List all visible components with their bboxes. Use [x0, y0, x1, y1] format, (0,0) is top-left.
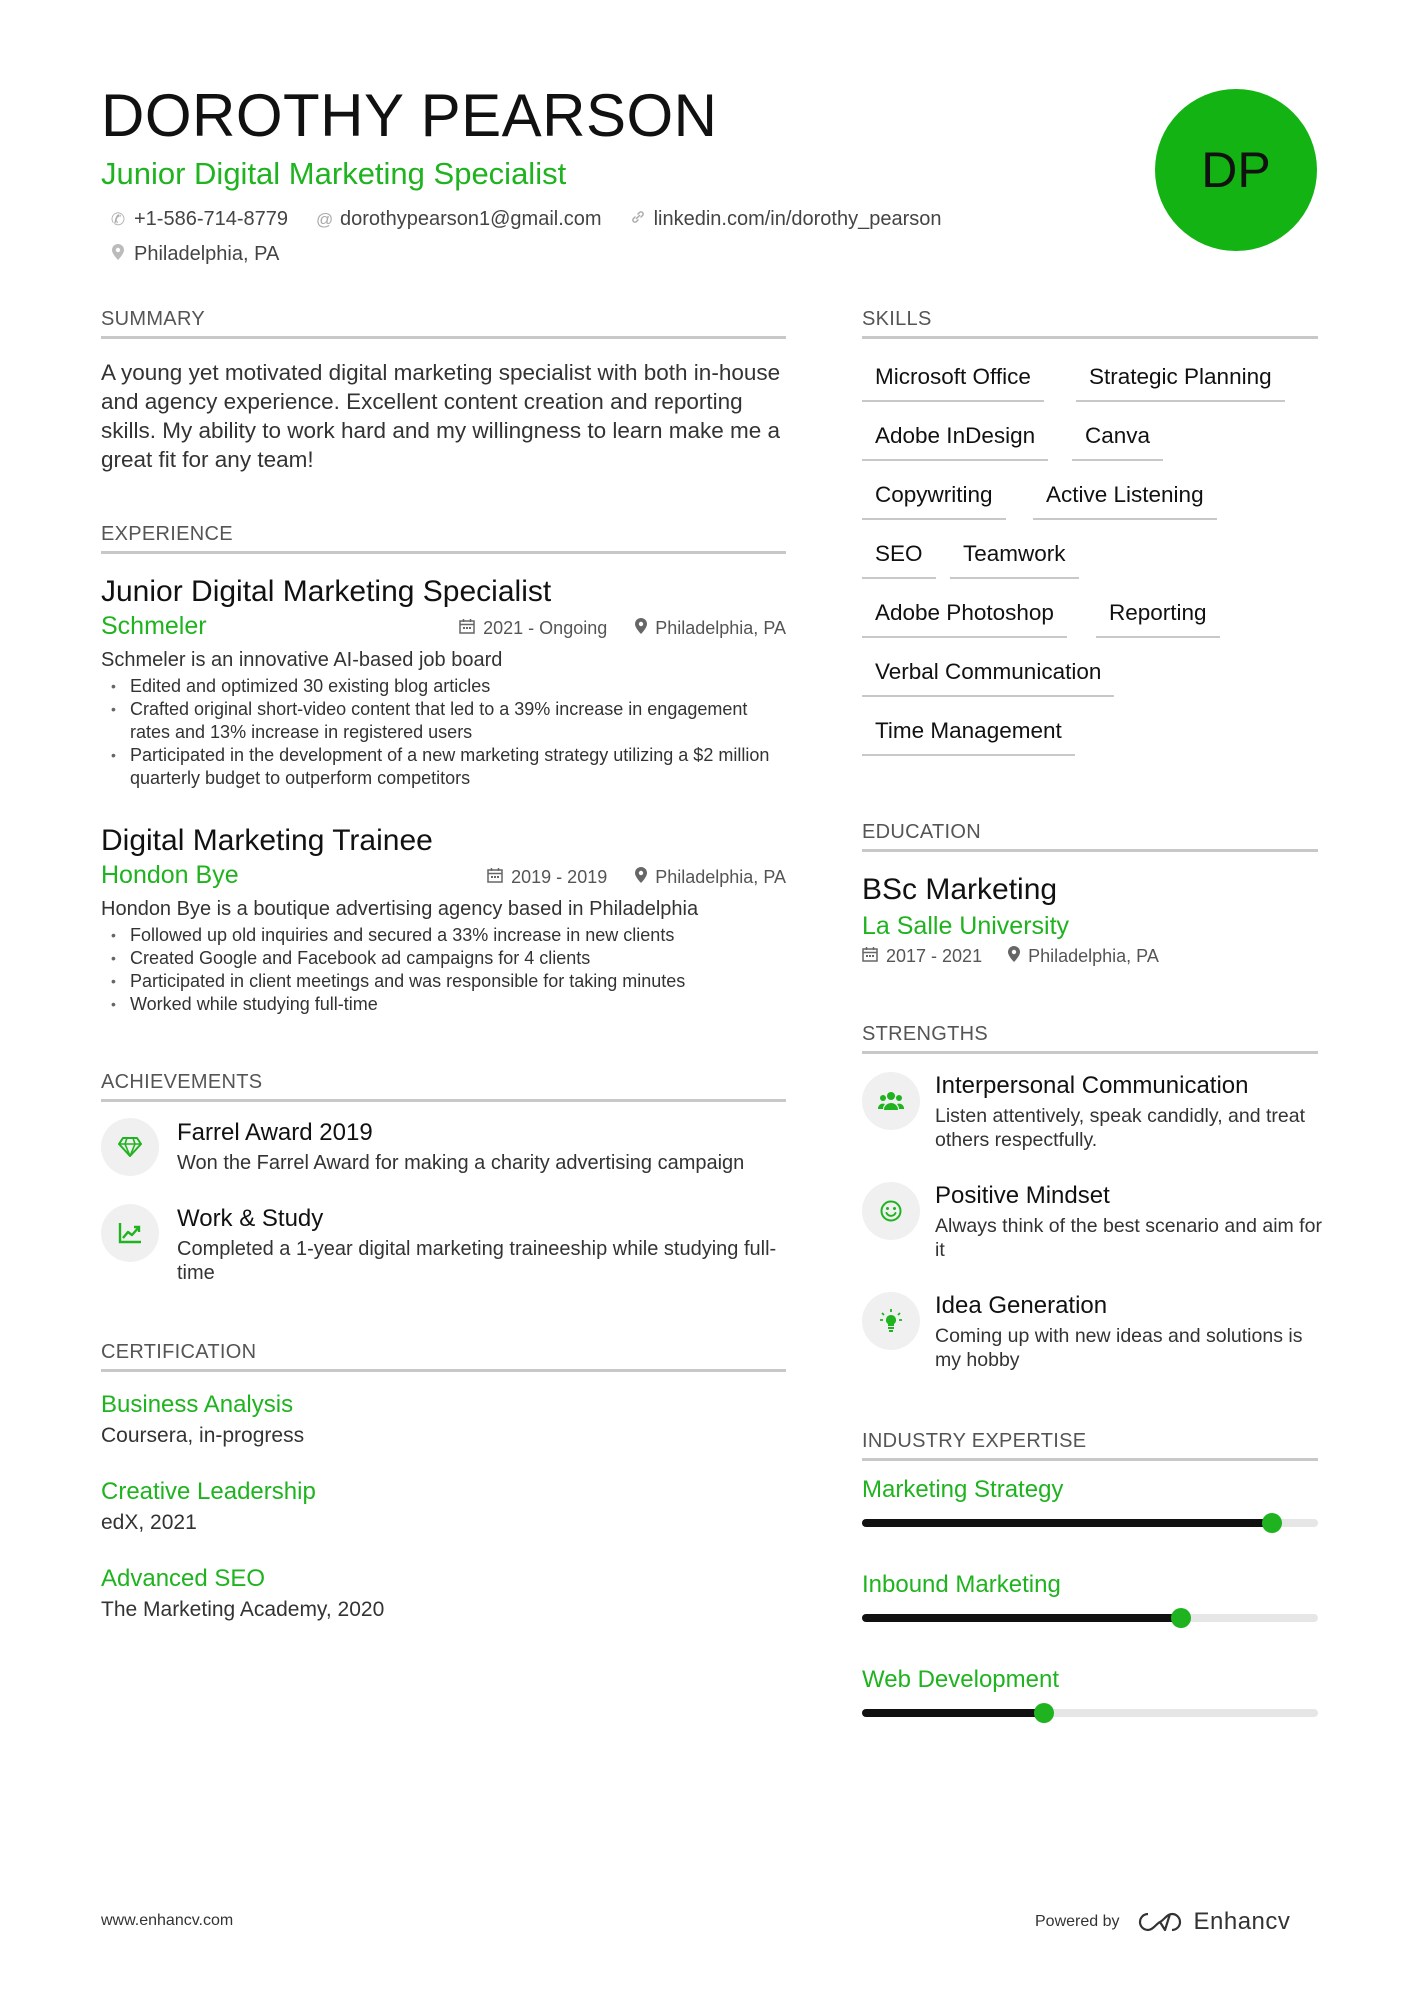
diamond-icon — [101, 1118, 159, 1176]
email-text: dorothypearson1@gmail.com — [340, 208, 602, 230]
list-item: • Edited and optimized 30 existing blog articles — [101, 675, 786, 698]
list-item: • Participated in client meetings and was responsible for taking minutes — [101, 970, 786, 993]
job-bullets — [101, 675, 786, 790]
skill-tag: Adobe InDesign — [862, 421, 1048, 461]
expertise-bar-handle — [1034, 1703, 1054, 1723]
certification-issuer: The Marketing Academy, 2020 — [101, 1598, 385, 1621]
skill-tag: Canva — [1072, 421, 1163, 461]
certification-item — [101, 1477, 791, 1537]
strength-description: Listen attentively, speak candidly, and treat others respectfully. — [935, 1105, 1305, 1151]
smile-icon — [862, 1182, 920, 1240]
expertise-bar-fill — [862, 1709, 1044, 1717]
location-pin-icon — [635, 867, 647, 888]
phone-text: +1-586-714-8779 — [134, 208, 289, 230]
achievement-item — [101, 1118, 791, 1176]
skills-heading: SKILLS — [862, 308, 1318, 339]
certification-title: Business Analysis — [101, 1391, 294, 1418]
achievements-heading: ACHIEVEMENTS — [101, 1071, 786, 1102]
certification-issuer: edX, 2021 — [101, 1511, 197, 1534]
skill-tag: SEO — [862, 539, 936, 579]
strength-description: Coming up with new ideas and solutions is my hobby — [935, 1325, 1303, 1371]
avatar-initials: DP — [1201, 142, 1271, 198]
footer-powered-by — [1035, 1908, 1290, 1936]
expertise-item — [862, 1570, 1318, 1622]
certification-issuer: Coursera, in-progress — [101, 1424, 305, 1447]
education-location: Philadelphia, PA — [1028, 946, 1159, 966]
contact-info — [110, 208, 942, 278]
footer-url[interactable]: www.enhancv.com — [101, 1912, 234, 1929]
skill-tag: Verbal Communication — [862, 657, 1114, 697]
skill-tag: Microsoft Office — [862, 362, 1044, 402]
skill-tag: Teamwork — [950, 539, 1079, 579]
location-pin-icon — [635, 618, 647, 639]
strength-title: Positive Mindset — [935, 1182, 1110, 1209]
summary-heading: SUMMARY — [101, 308, 786, 339]
expertise-label: Web Development — [862, 1666, 1059, 1693]
calendar-icon — [459, 618, 475, 639]
skill-tag: Copywriting — [862, 480, 1006, 520]
enhancv-logo-icon — [1138, 1911, 1184, 1933]
education-dates: 2017 - 2021 — [886, 946, 983, 966]
company-description: Schmeler is an innovative AI-based job board — [101, 649, 503, 671]
brand-name: Enhancv — [1193, 1908, 1291, 1935]
brand-logo[interactable] — [1138, 1908, 1291, 1936]
location-pin-icon — [110, 244, 126, 265]
location-contact — [110, 243, 279, 266]
experience-heading: EXPERIENCE — [101, 523, 786, 554]
achievement-title: Work & Study — [177, 1205, 324, 1232]
education-item — [862, 872, 1322, 967]
phone-contact[interactable] — [110, 208, 288, 231]
expertise-bar-fill — [862, 1614, 1181, 1622]
candidate-name: DOROTHY PEARSON — [101, 82, 718, 149]
job-location: Philadelphia, PA — [655, 867, 786, 887]
job-location: Philadelphia, PA — [655, 618, 786, 638]
skill-tag: Strategic Planning — [1076, 362, 1285, 402]
education-heading: EDUCATION — [862, 821, 1318, 852]
company-name: Hondon Bye — [101, 861, 239, 889]
chart-line-icon — [101, 1204, 159, 1262]
experience-item — [101, 823, 786, 1016]
strength-title: Idea Generation — [935, 1292, 1108, 1319]
avatar — [1155, 89, 1317, 251]
certification-title: Advanced SEO — [101, 1565, 266, 1592]
job-title: Junior Digital Marketing Specialist — [101, 575, 552, 608]
expertise-bar — [862, 1614, 1318, 1622]
email-contact[interactable] — [316, 208, 602, 231]
skill-tag: Adobe Photoshop — [862, 598, 1067, 638]
certification-item — [101, 1390, 791, 1450]
certification-item — [101, 1564, 791, 1624]
calendar-icon — [487, 867, 503, 888]
powered-by-text: Powered by — [1035, 1913, 1120, 1930]
expertise-item — [862, 1665, 1318, 1717]
skill-tag: Reporting — [1096, 598, 1220, 638]
skill-tag: Active Listening — [1033, 480, 1217, 520]
phone-icon: ✆ — [110, 209, 126, 229]
job-dates: 2019 - 2019 — [511, 867, 608, 887]
certification-title: Creative Leadership — [101, 1478, 316, 1505]
expertise-label: Inbound Marketing — [862, 1571, 1061, 1598]
skill-tag: Time Management — [862, 716, 1075, 756]
list-item: • Followed up old inquiries and secured a 33% increase in new clients — [101, 924, 786, 947]
job-bullets — [101, 924, 786, 1016]
summary-text: A young yet motivated digital marketing specialist with both in-house and agency experience. Excellent content creation and reporting skills. My ability to work hard and my willingness to learn make me a great fit for any team! — [101, 360, 781, 472]
expertise-bar — [862, 1519, 1318, 1527]
strength-description: Always think of the best scenario and aim for it — [935, 1215, 1322, 1261]
strength-item — [862, 1182, 1322, 1262]
list-item: • Participated in the development of a new marketing strategy utilizing a $2 million quarterly budget to outperform competitors — [101, 744, 786, 790]
certification-heading: CERTIFICATION — [101, 1341, 786, 1372]
expertise-label: Marketing Strategy — [862, 1476, 1064, 1503]
expertise-bar — [862, 1709, 1318, 1717]
experience-item — [101, 574, 786, 790]
expertise-item — [862, 1475, 1318, 1527]
list-item: • Worked while studying full-time — [101, 993, 786, 1016]
expertise-bar-fill — [862, 1519, 1272, 1527]
candidate-role: Junior Digital Marketing Specialist — [101, 156, 567, 191]
strength-item — [862, 1292, 1322, 1372]
link-icon — [630, 209, 646, 230]
linkedin-text: linkedin.com/in/dorothy_pearson — [653, 208, 942, 230]
strengths-heading: STRENGTHS — [862, 1023, 1318, 1054]
list-item: • Crafted original short-video content that led to a 39% increase in engagement rates and 13% increase in registered users — [101, 698, 786, 744]
achievement-description: Completed a 1-year digital marketing traineeship while studying full-time — [177, 1238, 777, 1284]
job-dates: 2021 - Ongoing — [483, 618, 608, 638]
lightbulb-icon — [862, 1292, 920, 1350]
list-item: • Created Google and Facebook ad campaigns for 4 clients — [101, 947, 786, 970]
expertise-bar-handle — [1171, 1608, 1191, 1628]
achievement-title: Farrel Award 2019 — [177, 1119, 373, 1146]
linkedin-contact[interactable] — [630, 208, 942, 231]
achievement-item — [101, 1204, 791, 1285]
location-text: Philadelphia, PA — [134, 243, 280, 265]
strength-item — [862, 1072, 1322, 1152]
at-icon: @ — [316, 209, 334, 229]
expertise-bar-handle — [1262, 1513, 1282, 1533]
degree: BSc Marketing — [862, 873, 1058, 906]
location-pin-icon — [1008, 946, 1020, 967]
strength-title: Interpersonal Communication — [935, 1072, 1249, 1099]
company-description: Hondon Bye is a boutique advertising agency based in Philadelphia — [101, 898, 699, 920]
industry-expertise-heading: INDUSTRY EXPERTISE — [862, 1430, 1318, 1461]
school: La Salle University — [862, 912, 1070, 940]
company-name: Schmeler — [101, 612, 207, 640]
achievement-description: Won the Farrel Award for making a charity advertising campaign — [177, 1152, 745, 1174]
job-title: Digital Marketing Trainee — [101, 824, 433, 857]
calendar-icon — [862, 946, 878, 967]
users-icon — [862, 1072, 920, 1130]
